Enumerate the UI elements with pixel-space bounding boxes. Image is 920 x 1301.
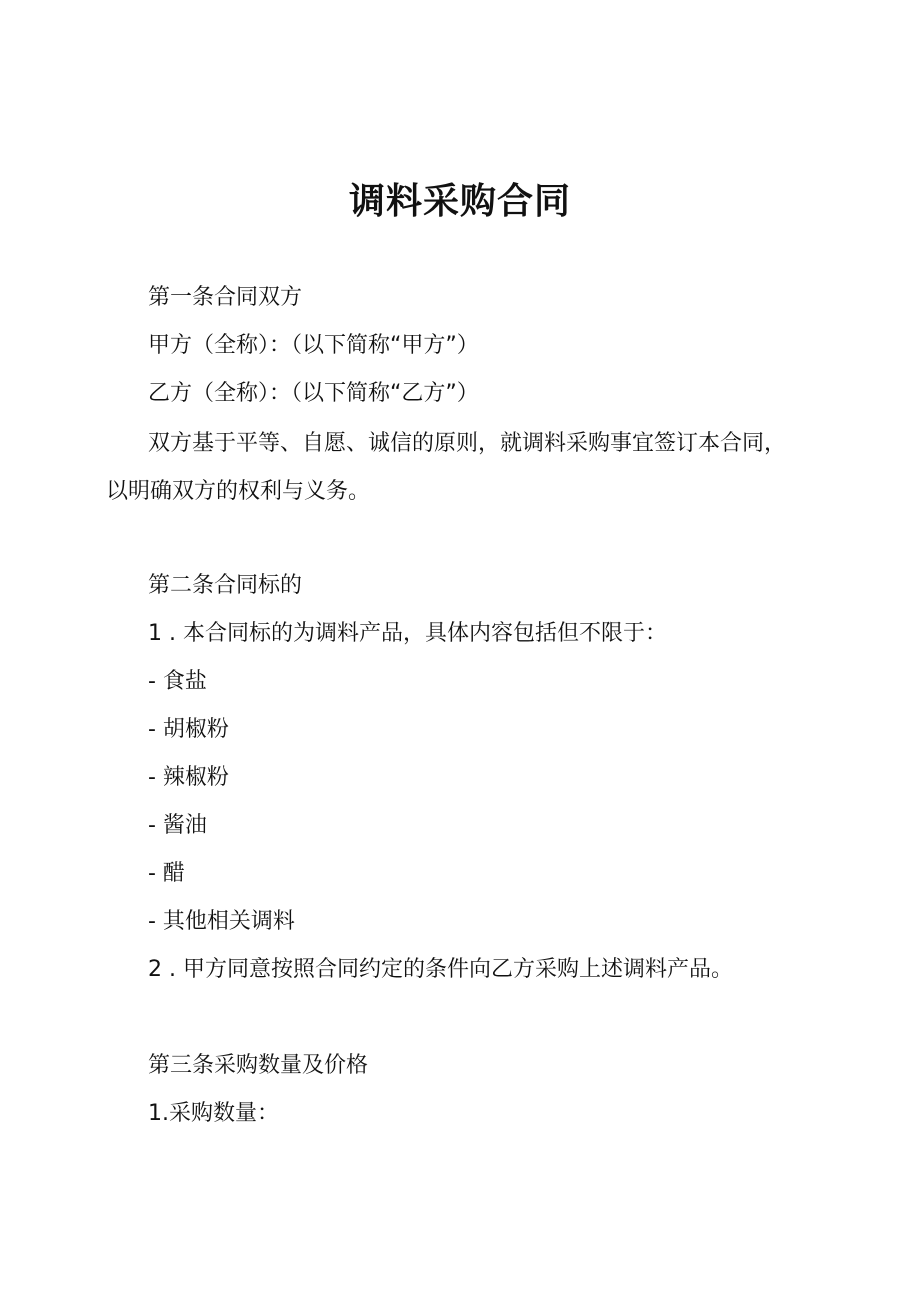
document-title: 调料采购合同	[348, 181, 571, 222]
product-item: - 醋	[148, 861, 185, 886]
product-item: - 酱油	[148, 813, 207, 838]
product-item: - 食盐	[148, 669, 207, 694]
article2-item2: 2 . 甲方同意按照合同约定的条件向乙方采购上述调料产品。	[148, 957, 733, 982]
product-item: - 辣椒粉	[148, 765, 229, 790]
party-a-line: 甲方（全称）：（以下简称“甲方”）	[148, 333, 479, 358]
article3-item1: 1.采购数量：	[148, 1101, 279, 1126]
article1-intro: 双方基于平等、自愿、诚信的原则，就调料采购事宜签订本合同，以明确双方的权利与义务。	[106, 431, 787, 504]
article2-heading: 第二条合同标的	[148, 573, 303, 598]
article2-item1: 1 . 本合同标的为调料产品，具体内容包括但不限于：	[148, 621, 667, 646]
article3-heading: 第三条采购数量及价格	[148, 1053, 369, 1078]
article1-heading: 第一条合同双方	[148, 285, 303, 310]
product-item: - 其他相关调料	[148, 909, 295, 934]
product-item: - 胡椒粉	[148, 717, 229, 742]
party-b-line: 乙方（全称）：（以下简称“乙方”）	[148, 381, 479, 406]
